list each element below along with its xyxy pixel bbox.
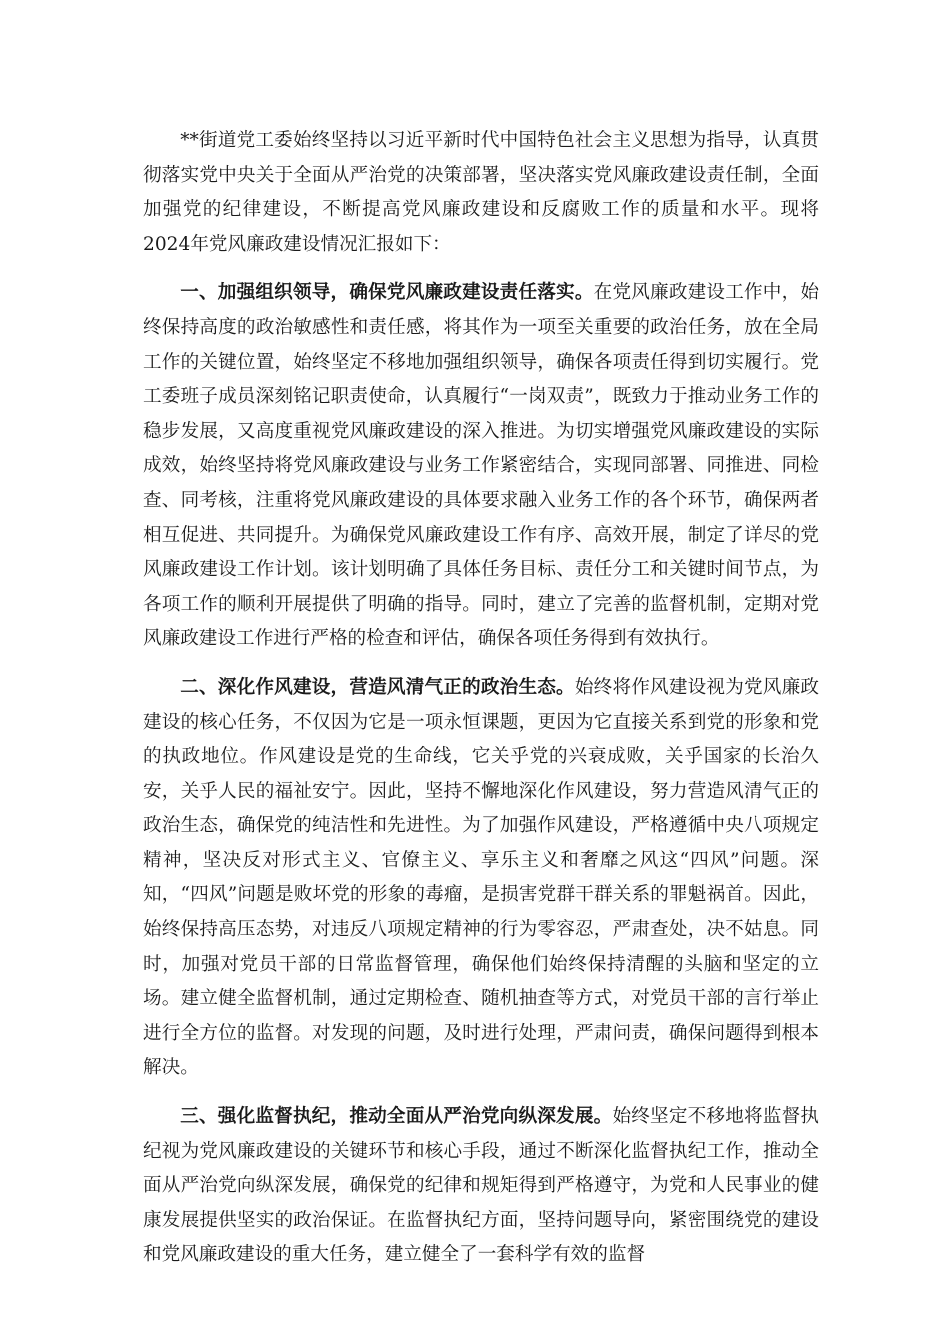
section-2-heading: 二、深化作风建设，营造风清气正的政治生态。 [180, 676, 575, 698]
intro-paragraph: **街道党工委始终坚持以习近平新时代中国特色社会主义思想为指导，认真贯彻落实党中央关于全面从严治党的决策部署，坚决落实党风廉政建设责任制，全面加强党的纪律建设，不断提高党风廉政建设和反腐败工作的质量和水平。现将2024年党风廉政建设情况汇报如下： [143, 130, 819, 255]
section-2-body: 始终将作风建设视为党风廉政建设的核心任务，不仅因为它是一项永恒课题，更因为它直接关系到党的形象和党的执政地位。作风建设是党的生命线，它关乎党的兴衰成败，关乎国家的长治久安，关乎人民的福祉安宁。因此，坚持不懈地深化作风建设，努力营造风清气正的政治生态，确保党的纯洁性和先进性。为了加强作风建设，严格遵循中央八项规定精神，坚决反对形式主义、官僚主义、享乐主义和奢靡之风这“四风”问题。深知，“四风”问题是败坏党的形象的毒瘤，是损害党群干群关系的罪魁祸首。因此，始终保持高压态势，对违反八项规定精神的行为零容忍，严肃查处，决不姑息。同时，加强对党员干部的日常监督管理，确保他们始终保持清醒的头脑和坚定的立场。建立健全监督机制，通过定期检查、随机抽查等方式，对党员干部的言行举止进行全方位的监督。对发现的问题，及时进行处理，严肃问责，确保问题得到根本解决。 [143, 676, 819, 1079]
document-page [143, 124, 819, 1287]
section-3-body: 始终坚定不移地将监督执纪视为党风廉政建设的关键环节和核心手段，通过不断深化监督执纪工作，推动全面从严治党向纵深发展，确保党的纪律和规矩得到严格遵守，为党和人民事业的健康发展提供坚实的政治保证。在监督执纪方面，坚持问题导向，紧密围绕党的建设和党风廉政建设的重大任务，建立健全了一套科学有效的监督 [143, 1106, 819, 1266]
section-2-paragraph [143, 671, 819, 1086]
section-1-paragraph [143, 276, 819, 657]
section-1-body: 在党风廉政建设工作中，始终保持高度的政治敏感性和责任感，将其作为一项至关重要的政治任务，放在全局工作的关键位置，始终坚定不移地加强组织领导，确保各项责任得到切实履行。党工委班子成员深刻铭记职责使命，认真履行“一岗双责”，既致力于推动业务工作的稳步发展，又高度重视党风廉政建设的深入推进。为切实增强党风廉政建设的实际成效，始终坚持将党风廉政建设与业务工作紧密结合，实现同部署、同推进、同检查、同考核，注重将党风廉政建设的具体要求融入业务工作的各个环节，确保两者相互促进、共同提升。为确保党风廉政建设工作有序、高效开展，制定了详尽的党风廉政建设工作计划。该计划明确了具体任务目标、责任分工和关键时间节点，为各项工作的顺利开展提供了明确的指导。同时，建立了完善的监督机制，定期对党风廉政建设工作进行严格的检查和评估，确保各项任务得到有效执行。 [143, 282, 819, 650]
section-3-heading: 三、强化监督执纪，推动全面从严治党向纵深发展。 [180, 1106, 613, 1128]
section-3-paragraph [143, 1100, 819, 1273]
section-1-heading: 一、加强组织领导，确保党风廉政建设责任落实。 [180, 282, 594, 304]
